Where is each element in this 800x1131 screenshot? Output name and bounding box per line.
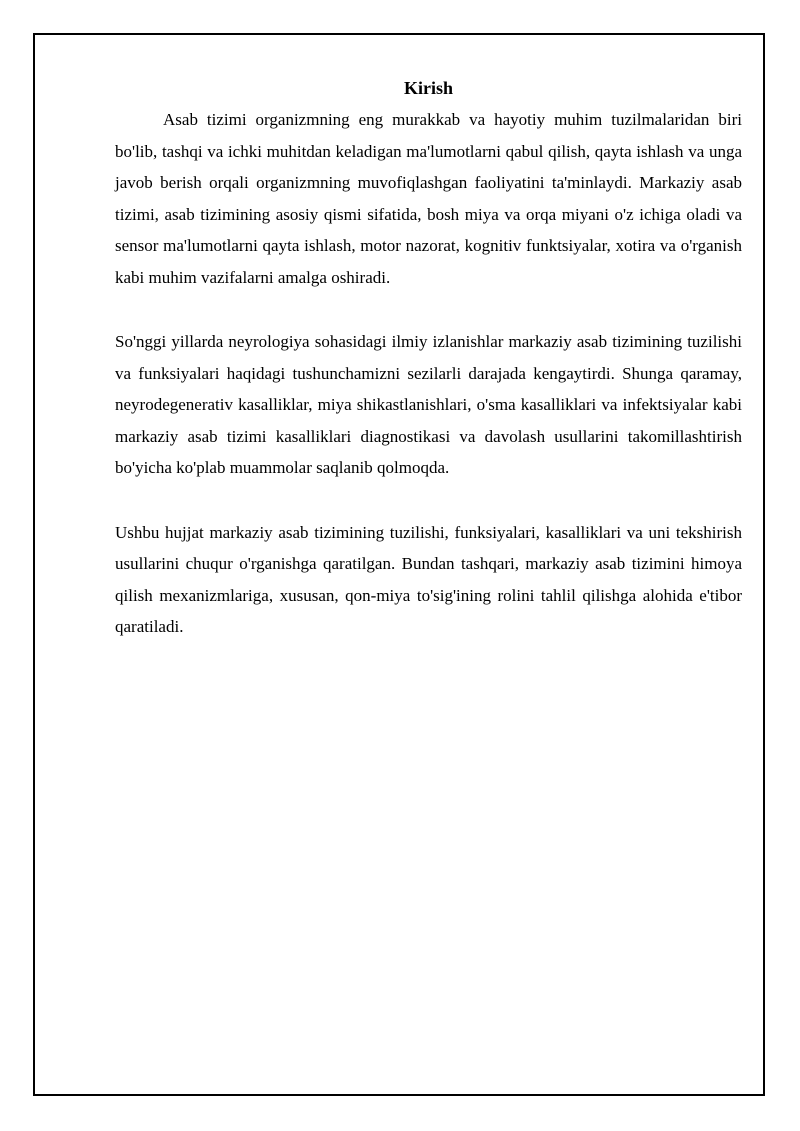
document-body xyxy=(115,75,742,643)
section-heading: Kirish xyxy=(403,78,453,98)
paragraph-intro: Asab tizimi organizmning eng murakkab va hayotiy muhim tuzilmalaridan biri bo'lib, tashqi va ichki muhitdan keladigan ma'lumotlarni qabul qilish, qayta ishlash va unga javob berish orqali organizmning muvofiqlashgan faoliyatini ta'minlaydi. Markaziy asab tizimi, asab tizimining asosiy qismi sifatida, bosh miya va orqa miyani o'z ichiga oladi va sensor ma'lumotlarni qayta ishlash, motor nazorat, kognitiv funktsiyalar, xotira va o'rganish kabi muhim vazifalarni amalga oshiradi. xyxy=(115,110,742,287)
paragraph-purpose: Ushbu hujjat markaziy asab tizimining tuzilishi, funksiyalari, kasalliklari va uni tekshirish usullarini chuqur o'rganishga qaratilgan. Bundan tashqari, markaziy asab tizimini himoya qilish mexanizmlariga, xususan, qon-miya to'sig'ining rolini tahlil qilishga alohida e'tibor qaratiladi. xyxy=(115,522,742,636)
paragraph-research: So'nggi yillarda neyrologiya sohasidagi ilmiy izlanishlar markaziy asab tizimining tuzilishi va funksiyalari haqidagi tushunchamizni sezilarli darajada kengaytirdi. Shunga qaramay, neyrodegenerativ kasalliklar, miya shikastlanishlari, o'sma kasalliklari va infektsiyalar kabi markaziy asab tizimi kasalliklari diagnostikasi va davolash usullarini takomillashtirish bo'yicha ko'plab muammolar saqlanib qolmoqda. xyxy=(115,332,742,477)
